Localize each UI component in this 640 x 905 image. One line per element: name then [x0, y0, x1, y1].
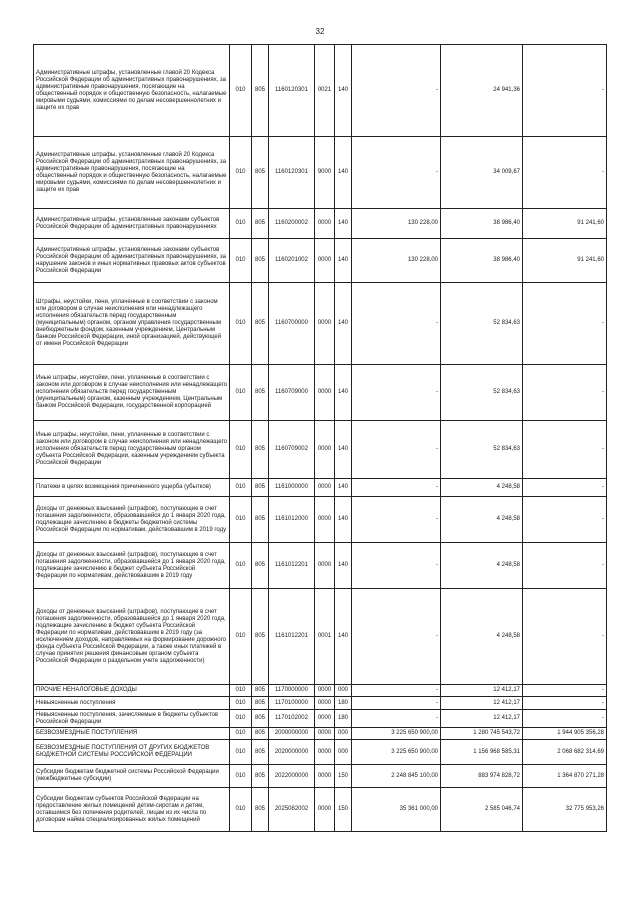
- value-remaining: -: [523, 497, 607, 543]
- code-kbk: 1161000000: [269, 479, 315, 497]
- code-subtype: 0000: [315, 788, 335, 832]
- code-subtype: 0000: [315, 697, 335, 710]
- code-admin: 010: [230, 765, 252, 788]
- value-approved: 35 361 000,00: [352, 788, 441, 832]
- code-subtype: 0000: [315, 283, 335, 365]
- code-kosgu: 180: [335, 697, 352, 710]
- code-kbk: 1160700000: [269, 283, 315, 365]
- code-subtype: 0000: [315, 685, 335, 697]
- code-kbk: 1160120301: [269, 137, 315, 209]
- value-approved: -: [352, 137, 441, 209]
- value-executed: 38 986,40: [441, 209, 523, 239]
- value-approved: 3 225 650 900,00: [352, 728, 441, 740]
- value-remaining: -: [523, 365, 607, 421]
- code-chapter: 805: [252, 589, 269, 685]
- row-description: Штрафы, неустойки, пени, уплаченные в соответствии с законом или договором в случае неисполнения или ненадлежащего исполнения обязательств перед государственным (муниципальным) органом, органом управления государственным внебюджетным фондом, казенным учреждением, Центральным банком Российской Федерации, иной организацией, действующей от имени Российской Федерации: [34, 283, 230, 365]
- value-executed: 34 009,67: [441, 137, 523, 209]
- code-subtype: 0000: [315, 365, 335, 421]
- page-number: 32: [315, 27, 325, 36]
- value-remaining: -: [523, 710, 607, 728]
- row-description: ПРОЧИЕ НЕНАЛОГОВЫЕ ДОХОДЫ: [34, 685, 230, 697]
- value-executed: 52 834,63: [441, 421, 523, 479]
- code-kbk: 1170000000: [269, 685, 315, 697]
- value-approved: -: [352, 45, 441, 137]
- table-row: [34, 497, 607, 543]
- value-remaining: 1 364 870 271,28: [523, 765, 607, 788]
- code-kosgu: 140: [335, 365, 352, 421]
- table-row: [34, 543, 607, 589]
- value-executed: 4 248,58: [441, 479, 523, 497]
- row-description: Доходы от денежных взысканий (штрафов), поступающие в счет погашения задолженности, образовавшейся до 1 января 2020 года, подлежащие зачислению в бюджет субъекта Российской Федерации по нормативам, действовавшим в 2019 году (за исключением доходов, направляемых на формирование дорожного фонда субъекта Российской Федерации, а также иных платежей в случае принятия решения финансовым органом субъекта Российской Федерации о раздельном учете задолженности): [34, 589, 230, 685]
- code-kbk: 2022000000: [269, 765, 315, 788]
- code-subtype: 0000: [315, 209, 335, 239]
- row-description: Субсидии бюджетам бюджетной системы Российской Федерации (межбюджетные субсидии): [34, 765, 230, 788]
- table-row: [34, 365, 607, 421]
- value-remaining: -: [523, 479, 607, 497]
- code-kosgu: 140: [335, 497, 352, 543]
- code-chapter: 805: [252, 239, 269, 283]
- value-executed: 4 248,58: [441, 589, 523, 685]
- code-subtype: 0000: [315, 728, 335, 740]
- value-approved: -: [352, 365, 441, 421]
- code-chapter: 805: [252, 365, 269, 421]
- table-row: [34, 697, 607, 710]
- code-kbk: 1160709002: [269, 421, 315, 479]
- value-approved: -: [352, 589, 441, 685]
- table-row: [34, 479, 607, 497]
- table-row: [34, 710, 607, 728]
- code-kbk: 1170102002: [269, 710, 315, 728]
- value-executed: 52 834,63: [441, 365, 523, 421]
- code-kosgu: 140: [335, 239, 352, 283]
- value-executed: 4 248,58: [441, 543, 523, 589]
- value-executed: 12 412,17: [441, 710, 523, 728]
- code-kosgu: 140: [335, 137, 352, 209]
- code-admin: 010: [230, 239, 252, 283]
- value-executed: 12 412,17: [441, 685, 523, 697]
- code-subtype: 0001: [315, 589, 335, 685]
- code-kbk: 2025082002: [269, 788, 315, 832]
- value-approved: -: [352, 697, 441, 710]
- value-approved: -: [352, 421, 441, 479]
- value-executed: 1 280 745 543,72: [441, 728, 523, 740]
- code-kbk: 1160200002: [269, 209, 315, 239]
- value-remaining: 32 775 953,26: [523, 788, 607, 832]
- code-kosgu: 000: [335, 685, 352, 697]
- value-approved: 130 228,00: [352, 209, 441, 239]
- table-row: [34, 740, 607, 765]
- table-row: [34, 421, 607, 479]
- table-row: [34, 765, 607, 788]
- table-row: [34, 589, 607, 685]
- code-chapter: 805: [252, 45, 269, 137]
- table-row: [34, 728, 607, 740]
- row-description: Административные штрафы, установленные главой 20 Кодекса Российской Федерации об административных правонарушениях, за административные правонарушения, посягающие на общественный порядок и общественную безопасность, налагаемые мировыми судьями, комиссиями по делам несовершеннолетних и защите их прав: [34, 45, 230, 137]
- code-admin: 010: [230, 365, 252, 421]
- code-admin: 010: [230, 209, 252, 239]
- value-remaining: -: [523, 543, 607, 589]
- value-remaining: -: [523, 45, 607, 137]
- row-description: Доходы от денежных взысканий (штрафов), поступающие в счет погашения задолженности, образовавшейся до 1 января 2020 года, подлежащие зачислению в бюджеты бюджетной системы Российской Федерации по нормативам, действовавшим в 2019 году: [34, 497, 230, 543]
- code-subtype: 0000: [315, 740, 335, 765]
- code-admin: 010: [230, 728, 252, 740]
- code-chapter: 805: [252, 728, 269, 740]
- value-executed: 24 941,36: [441, 45, 523, 137]
- value-approved: 3 225 650 900,00: [352, 740, 441, 765]
- code-admin: 010: [230, 137, 252, 209]
- value-approved: -: [352, 479, 441, 497]
- table-row: [34, 239, 607, 283]
- code-chapter: 805: [252, 765, 269, 788]
- code-admin: 010: [230, 788, 252, 832]
- code-kosgu: 140: [335, 45, 352, 137]
- row-description: БЕЗВОЗМЕЗДНЫЕ ПОСТУПЛЕНИЯ ОТ ДРУГИХ БЮДЖЕТОВ БЮДЖЕТНОЙ СИСТЕМЫ РОССИЙСКОЙ ФЕДЕРАЦИИ: [34, 740, 230, 765]
- value-remaining: 91 241,60: [523, 239, 607, 283]
- table-row: [34, 283, 607, 365]
- code-subtype: 0000: [315, 479, 335, 497]
- value-executed: 883 974 828,72: [441, 765, 523, 788]
- value-remaining: -: [523, 685, 607, 697]
- code-chapter: 805: [252, 543, 269, 589]
- value-executed: 52 834,63: [441, 283, 523, 365]
- row-description: Иные штрафы, неустойки, пени, уплаченные в соответствии с законом или договором в случае неисполнения или ненадлежащего исполнения обязательств перед государственным органом субъекта Российской Федерации, казенным учреждением субъекта Российской Федерации: [34, 421, 230, 479]
- code-kbk: 1161012201: [269, 589, 315, 685]
- code-subtype: 0000: [315, 497, 335, 543]
- value-remaining: 91 241,60: [523, 209, 607, 239]
- row-description: Доходы от денежных взысканий (штрафов), поступающие в счет погашения задолженности, образовавшейся до 1 января 2020 года, подлежащие зачислению в бюджет субъекта Российской Федерации по нормативам, действовавшим в 2019 году: [34, 543, 230, 589]
- code-admin: 010: [230, 710, 252, 728]
- code-admin: 010: [230, 497, 252, 543]
- value-executed: 12 412,17: [441, 697, 523, 710]
- table-row: [34, 788, 607, 832]
- table-row: [34, 685, 607, 697]
- code-chapter: 805: [252, 137, 269, 209]
- code-admin: 010: [230, 283, 252, 365]
- value-approved: -: [352, 685, 441, 697]
- code-kbk: 2020000000: [269, 740, 315, 765]
- value-remaining: -: [523, 421, 607, 479]
- value-remaining: 2 068 682 314,69: [523, 740, 607, 765]
- code-subtype: 0000: [315, 710, 335, 728]
- code-kosgu: 000: [335, 740, 352, 765]
- code-admin: 010: [230, 697, 252, 710]
- value-remaining: -: [523, 697, 607, 710]
- code-subtype: 0000: [315, 421, 335, 479]
- value-executed: 2 585 046,74: [441, 788, 523, 832]
- code-kbk: 1161012201: [269, 543, 315, 589]
- code-kosgu: 140: [335, 283, 352, 365]
- table-row: [34, 137, 607, 209]
- code-admin: 010: [230, 543, 252, 589]
- code-kosgu: 000: [335, 728, 352, 740]
- code-chapter: 805: [252, 710, 269, 728]
- code-admin: 010: [230, 685, 252, 697]
- budget-report-table: [33, 44, 607, 832]
- code-admin: 010: [230, 479, 252, 497]
- code-chapter: 805: [252, 421, 269, 479]
- row-description: Субсидии бюджетам субъектов Российской Федерации на предоставление жилых помещений детям-сиротам и детям, оставшимся без попечения родителей, лицам из их числа по договорам найма специализированных жилых помещений: [34, 788, 230, 832]
- code-chapter: 805: [252, 497, 269, 543]
- row-description: Иные штрафы, неустойки, пени, уплаченные в соответствии с законом или договором в случае неисполнения или ненадлежащего исполнения обязательств перед государственным (муниципальным) органом, казенным учреждением, Центральным банком Российской Федерации, государственной корпорацией: [34, 365, 230, 421]
- value-remaining: -: [523, 137, 607, 209]
- code-subtype: 0000: [315, 239, 335, 283]
- value-remaining: 1 944 905 356,28: [523, 728, 607, 740]
- value-remaining: -: [523, 283, 607, 365]
- code-kosgu: 140: [335, 209, 352, 239]
- row-description: Административные штрафы, установленные законами субъектов Российской Федерации об административных правонарушениях, за нарушение законов и иных нормативных правовых актов субъектов Российской Федерации: [34, 239, 230, 283]
- value-executed: 1 156 968 585,31: [441, 740, 523, 765]
- value-approved: 2 248 845 100,00: [352, 765, 441, 788]
- code-kosgu: 140: [335, 589, 352, 685]
- code-subtype: 0021: [315, 45, 335, 137]
- code-chapter: 805: [252, 740, 269, 765]
- code-kosgu: 180: [335, 710, 352, 728]
- code-kosgu: 140: [335, 543, 352, 589]
- table-row: [34, 45, 607, 137]
- table-row: [34, 209, 607, 239]
- code-kbk: 2000000000: [269, 728, 315, 740]
- row-description: Невыясненные поступления: [34, 697, 230, 710]
- row-description: Невыясненные поступления, зачисляемые в бюджеты субъектов Российской Федерации: [34, 710, 230, 728]
- row-description: Административные штрафы, установленные законами субъектов Российской Федерации об административных правонарушениях: [34, 209, 230, 239]
- value-approved: -: [352, 283, 441, 365]
- code-subtype: 0000: [315, 765, 335, 788]
- value-approved: 130 228,00: [352, 239, 441, 283]
- code-kbk: 1160709000: [269, 365, 315, 421]
- code-kosgu: 150: [335, 765, 352, 788]
- code-chapter: 805: [252, 209, 269, 239]
- code-kosgu: 140: [335, 479, 352, 497]
- code-chapter: 805: [252, 697, 269, 710]
- code-kbk: 1160201002: [269, 239, 315, 283]
- row-description: БЕЗВОЗМЕЗДНЫЕ ПОСТУПЛЕНИЯ: [34, 728, 230, 740]
- code-kosgu: 140: [335, 421, 352, 479]
- code-admin: 010: [230, 45, 252, 137]
- row-description: Административные штрафы, установленные главой 20 Кодекса Российской Федерации об административных правонарушениях, за административные правонарушения, посягающие на общественный порядок и общественную безопасность, налагаемые мировыми судьями, комиссиями по делам несовершеннолетних и защите их прав: [34, 137, 230, 209]
- code-chapter: 805: [252, 283, 269, 365]
- value-executed: 38 986,40: [441, 239, 523, 283]
- code-admin: 010: [230, 421, 252, 479]
- code-chapter: 805: [252, 788, 269, 832]
- code-admin: 010: [230, 589, 252, 685]
- code-admin: 010: [230, 740, 252, 765]
- value-executed: 4 248,58: [441, 497, 523, 543]
- code-subtype: 9000: [315, 137, 335, 209]
- code-kbk: 1170100000: [269, 697, 315, 710]
- code-kosgu: 150: [335, 788, 352, 832]
- value-approved: -: [352, 497, 441, 543]
- code-subtype: 0000: [315, 543, 335, 589]
- code-kbk: 1160120301: [269, 45, 315, 137]
- code-chapter: 805: [252, 685, 269, 697]
- value-approved: -: [352, 543, 441, 589]
- value-remaining: -: [523, 589, 607, 685]
- code-kbk: 1161012000: [269, 497, 315, 543]
- value-approved: -: [352, 710, 441, 728]
- row-description: Платежи в целях возмещения причиненного ущерба (убытков): [34, 479, 230, 497]
- code-chapter: 805: [252, 479, 269, 497]
- table-body: [34, 45, 607, 832]
